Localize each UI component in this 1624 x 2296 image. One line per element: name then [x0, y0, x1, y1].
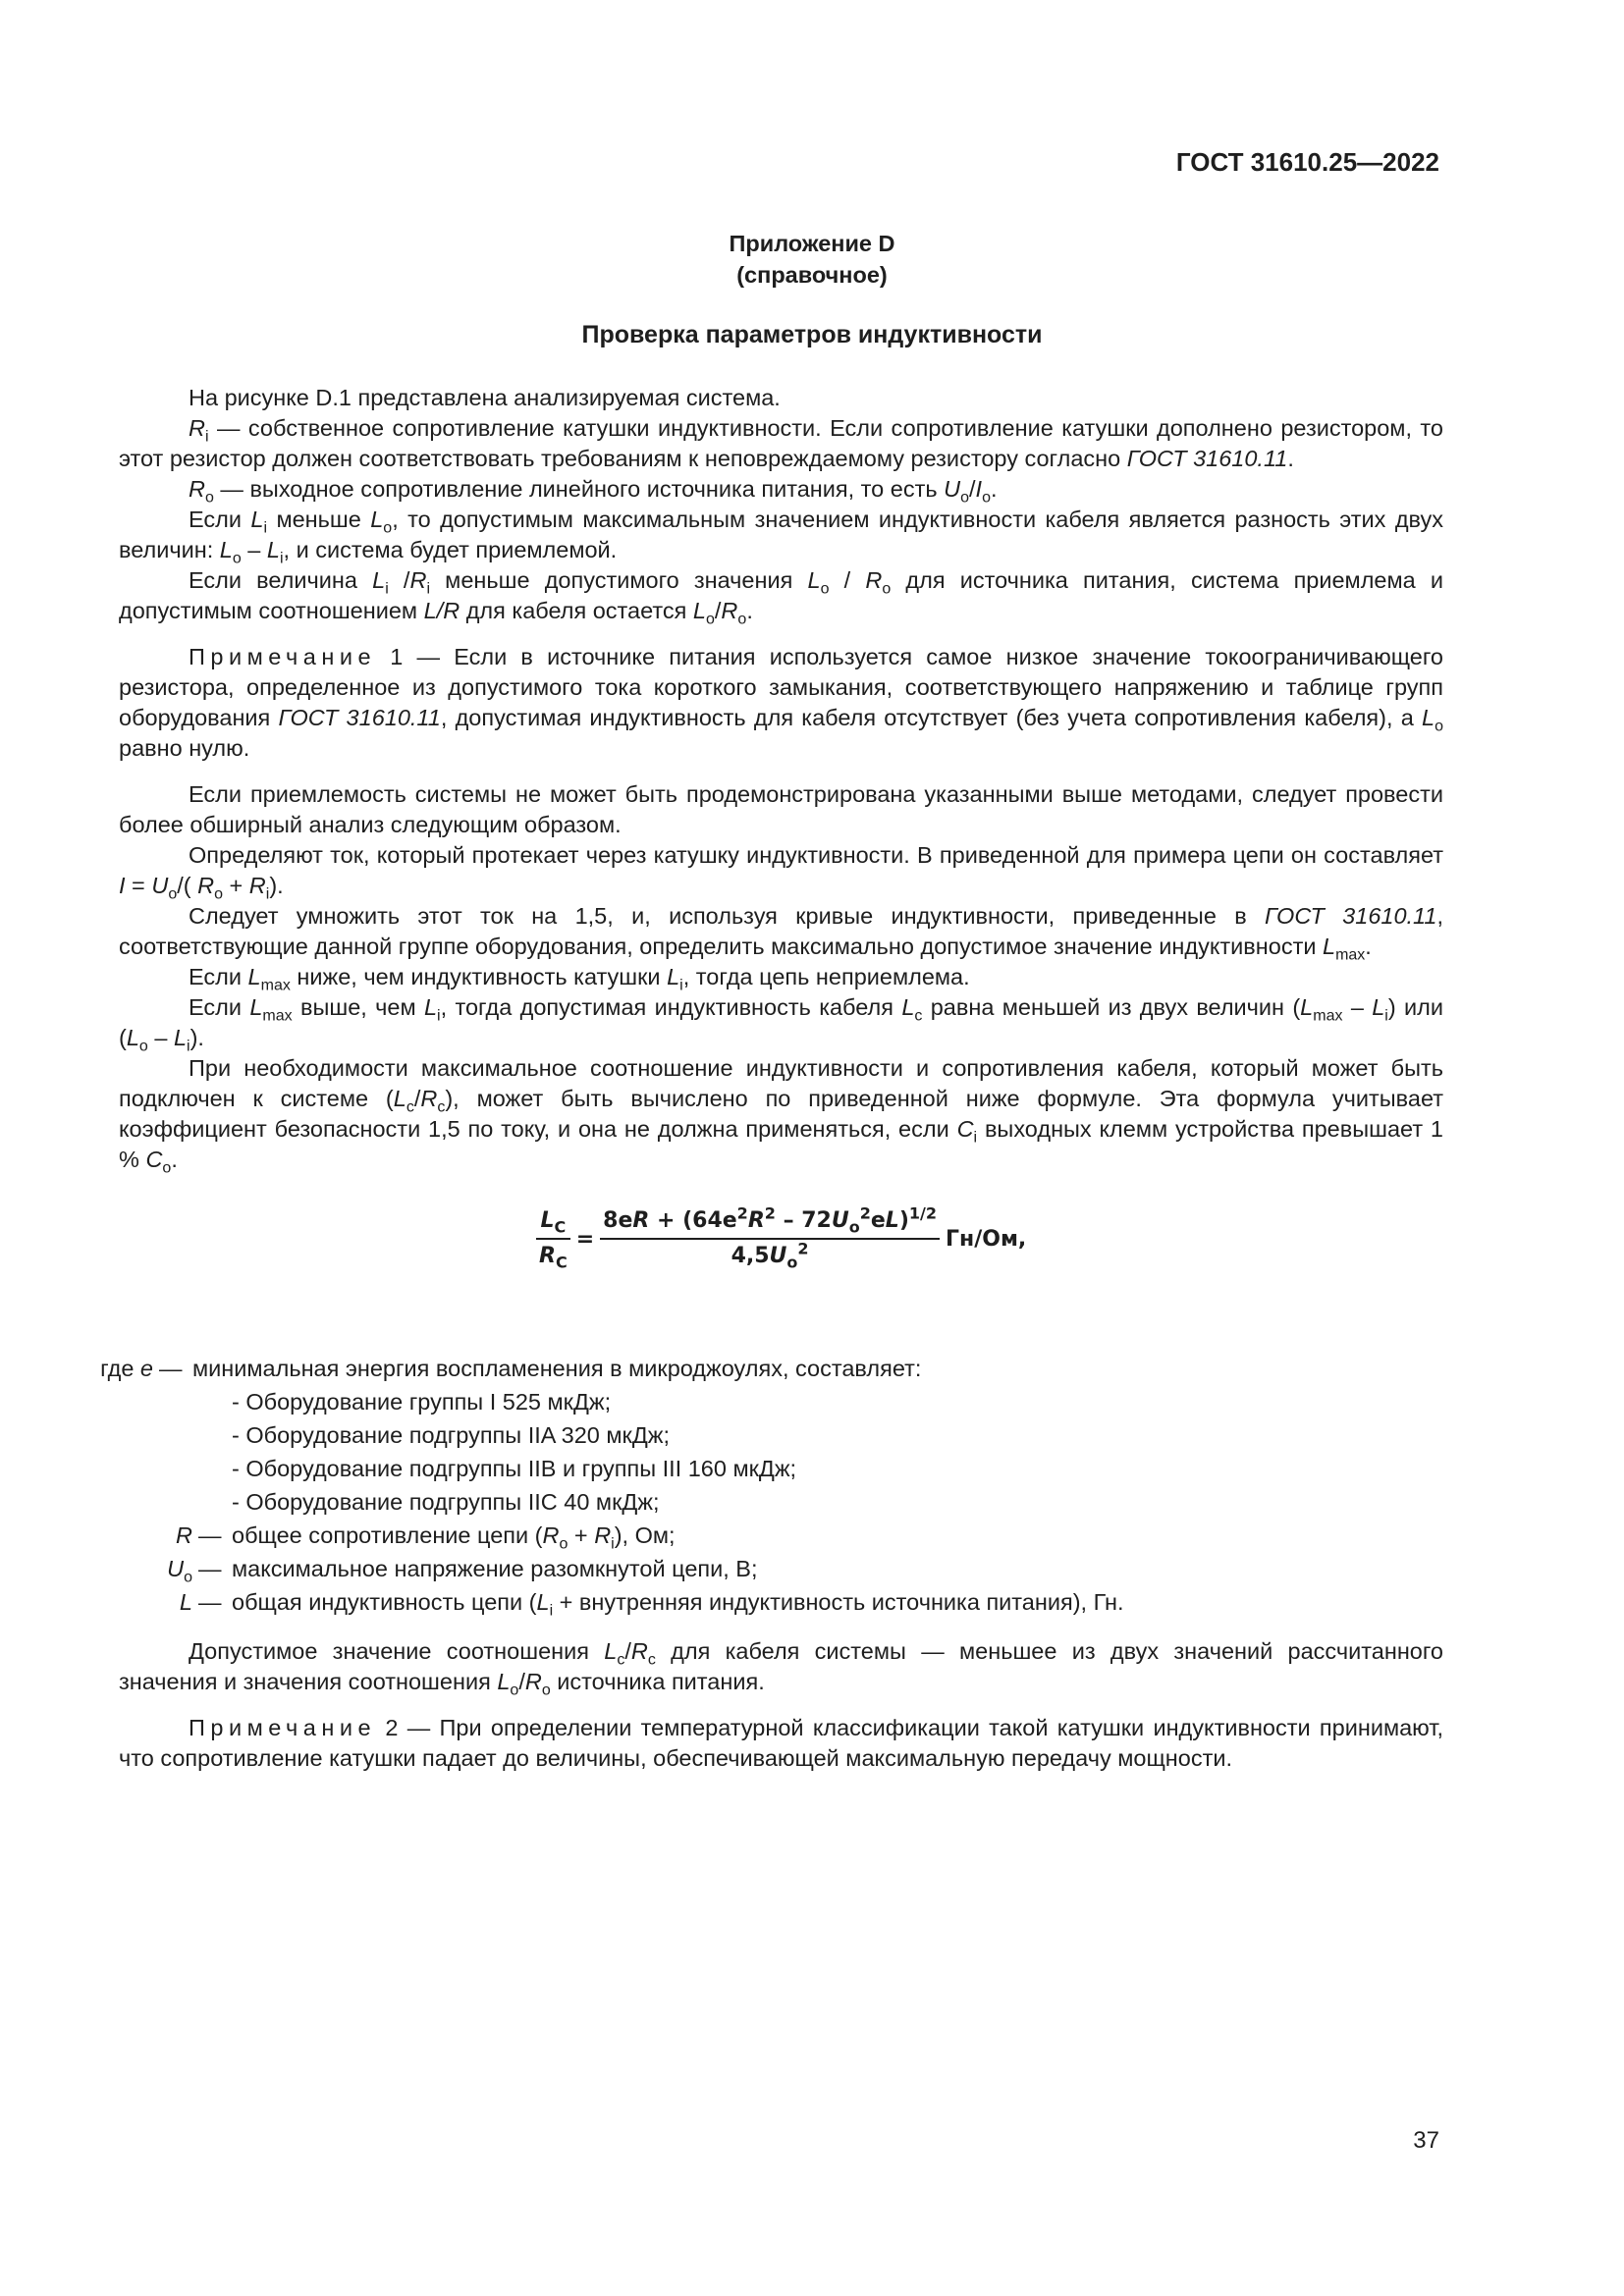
list-item: - Оборудование подгруппы IIC 40 мкДж; [232, 1489, 660, 1515]
formula [536, 1204, 1026, 1273]
paragraph-ratio: При необходимости максимальное соотношение индуктивности и сопротивления кабеля, который может быть подключен к системе $(L_c/R_c)$, может быть вычислено по приведенной ниже формуле. Эта формула учитывает коэффициент безопасности 1,5 по току, и она не должна применяться, если $C_i$ выходных клемм устройства превышает 1 % $C_o$. [119, 1055, 1443, 1177]
note-1: Примечание 1 — Если в источнике питания используется самое низкое значение токоограничивающего резистора, определенное из допустимого тока короткого замыкания, соответствующего напряжению и таблице групп оборудования ГОСТ 31610.11, допустимая индуктивность для кабеля отсутствует (без учета сопротивления кабеля), а $L_o$ равно нулю. [119, 644, 1443, 761]
note-label: Примечание [189, 644, 377, 669]
paragraph-lmax-higher: Если $L_{max}$ выше, чем $L_i$, тогда допустимая индуктивность кабеля $L_c$ равна меньшей из двух величин $(L_{max} - L_i)$ или $(L_o - L_i)$. [119, 994, 1443, 1055]
list-item: - Оборудование подгруппы IIA 320 мкДж; [232, 1422, 671, 1448]
note-2: Примечание 2 — При определении температурной классификации такой катушки индуктивности принимают, что сопротивление катушки падает до величины, обеспечивающей максимальную передачу мощности. [119, 1715, 1443, 1771]
standard-reference: ГОСТ 31610.11 [1126, 446, 1288, 471]
paragraph-lmax-lower: Если $L_{max}$ ниже, чем индуктивность катушки $L_i$, тогда цепь неприемлема. [189, 964, 970, 994]
formula-rhs: $\frac{8eR + (64e^2R^2 - 72U_o^2eL)^{1/2}}{4,5U_o^2}$ [600, 1204, 940, 1273]
document-body [100, 383, 1444, 1774]
annex-type: (справочное) [736, 262, 888, 288]
paragraph-analysis: Если приемлемость системы не может быть продемонстрирована указанными выше методами, следует провести более обширный анализ следующим образом. [119, 781, 1443, 837]
paragraph-permissible: Допустимое значение соотношения $L_c/R_c$ для кабеля системы — меньшее из двух значений рассчитанного значения и значения соотношения $L_o/R_o$ источника питания. [119, 1638, 1443, 1699]
paragraph-li-lo: Если $L_i$ меньше $L_o$, то допустимым максимальным значением индуктивности кабеля является разность этих двух величин: $L_o - L_i$, и система будет приемлемой. [119, 507, 1443, 567]
formula-lhs: $\frac{L_C}{R_C}$ [536, 1204, 570, 1273]
annex-heading [0, 228, 1624, 291]
definition-l: L — общая индуктивность цепи ($L_i$ + внутренняя индуктивность источника питания), Гн. [179, 1589, 1124, 1620]
formula-block [119, 1195, 1443, 1352]
section-title: Проверка параметров индуктивности [581, 321, 1043, 348]
page-number: 37 [1413, 2127, 1439, 2154]
list-item: - Оборудование подгруппы IIB и группы III 160 мкДж; [232, 1456, 797, 1481]
formula-unit: Гн/Ом, [945, 1226, 1027, 1252]
paragraph-ri: $R_i$ — собственное сопротивление катушки индуктивности. Если сопротивление катушки дополнено резистором, то этот резистор должен соответствовать требованиям к неповреждаемому резистору согласно ГОСТ 31610.11. [119, 415, 1443, 471]
paragraph-li-ri: Если величина $L_i$ $/R_i$ меньше допустимого значения $L_o / R_o$ для источника питания, система приемлема и допустимым соотношением L/R для кабеля остается $L_o/R_o$. [119, 567, 1444, 628]
paragraph-intro: На рисунке D.1 представлена анализируемая система. [189, 385, 781, 410]
standard-id: ГОСТ 31610.25—2022 [1175, 147, 1439, 177]
list-item: - Оборудование группы I 525 мкДж; [232, 1389, 612, 1415]
formula-equals: = [575, 1226, 595, 1252]
annex-title: Приложение D [729, 231, 895, 256]
paragraph-multiply: Следует умножить этот ток на 1,5, и, используя кривые индуктивности, приведенные в ГОСТ 31610.11, соответствующие данной группе оборудования, определить максимально допустимое значение индуктивности $L_{max}$. [119, 903, 1443, 964]
note-label: Примечание [189, 1715, 377, 1740]
paragraph-current: Определяют ток, который протекает через катушку индуктивности. В приведенной для примера цепи он составляет $I = U_o/$( $R_o + R_i$). [119, 842, 1443, 903]
standard-reference: ГОСТ 31610.11 [1265, 903, 1437, 929]
definition-r: R — общее сопротивление цепи $(R_o + R_i)$, Ом; [176, 1522, 676, 1553]
paragraph-ro: $R_o$ — выходное сопротивление линейного источника питания, то есть $U_o/I_o$. [189, 476, 998, 507]
definition-uo: $U_o$ — максимальное напряжение разомкнутой цепи, В; [167, 1556, 758, 1586]
definitions [100, 1354, 1443, 1621]
definition-e: где e — минимальная энергия воспламенения в микроджоулях, составляет: [100, 1356, 922, 1381]
standard-reference: ГОСТ 31610.11 [278, 705, 441, 730]
